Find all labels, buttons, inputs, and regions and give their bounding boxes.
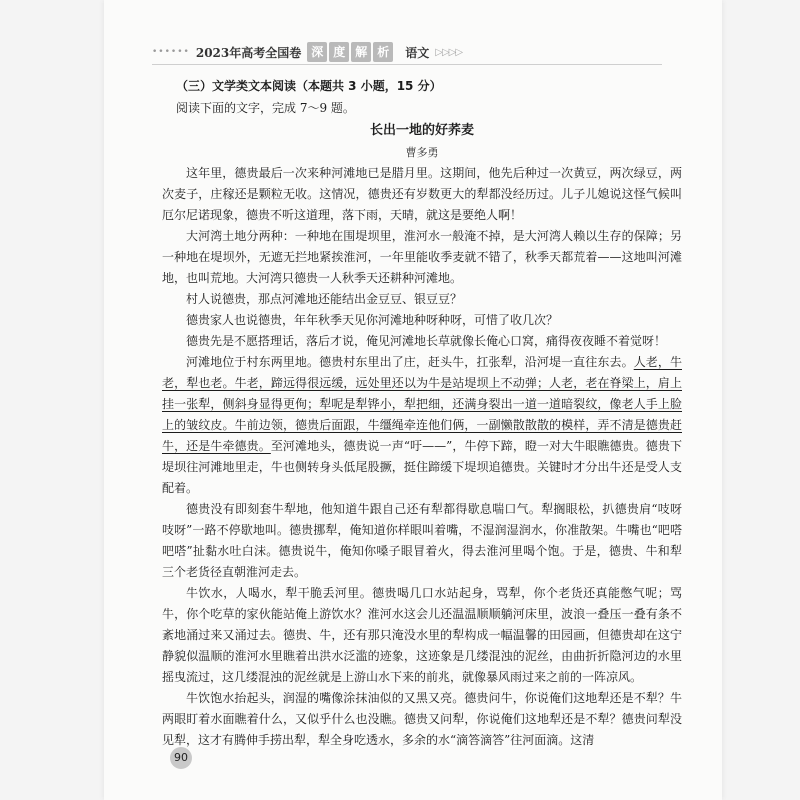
paragraph: 牛饮饱水抬起头，润湿的嘴像涂抹油似的又黑又亮。德贵问牛，你说俺们这地犁还是不犁？牛两眼盯着水面瞧着什么，又似乎什么也没瞧。德贵又问犁，你说俺们这地犁还是不犁？德贵问犁没见犁，这才有腾伸手捞出犁，犁全身吃透水，多余的水“滴答滴答”往河面滴。这清 <box>162 691 682 747</box>
header-badge: 析 <box>373 42 393 62</box>
series-title <box>196 44 301 61</box>
subject-label: 语文 <box>405 45 430 60</box>
header-dots: •••••• <box>152 47 190 57</box>
header-arrows-icon: ▷▷▷▷ <box>435 46 463 58</box>
paragraph: 大河湾土地分两种：一种地在围堤坝里，淮河水一般淹不掉，是大河湾人赖以生存的保障；另一种地在堤坝外，无遮无拦地紧挨淮河，一年里能收季麦就不错了，秋季天都荒着——这地叫河滩地，也叫荒地。大河湾只德贵一人秋季天还耕种河滩地。 <box>162 229 682 285</box>
paragraph: 德贵家人也说德贵，年年秋季天见你河滩地种呀种呀，可惜了收几次？ <box>186 313 559 327</box>
series-year: 2023年 <box>195 45 242 60</box>
paragraph: 这年里，德贵最后一次来种河滩地已是腊月里。这期间，他先后种过一次黄豆，两次绿豆，两次麦子，庄稼还是颗粒无收。这情况，德贵还有岁数更大的犁都没经历过。儿子儿媳说这怪气候叫厄尔尼诺现象，德贵不听这道理，落下雨，天晴，就这是要绝人啊！ <box>162 166 682 222</box>
section-heading: （三）文学类文本阅读（本题共 3 小题，15 分） <box>176 79 442 93</box>
book-page <box>104 0 722 800</box>
page-number-badge: 90 <box>170 747 192 769</box>
paragraph: 德贵没有即刻套牛犁地，他知道牛跟自己还有犁都得歇息喘口气。犁搁眼松，扒德贵肩“吱呀吱呀”一路不停歇地叫。德贵挪犁，俺知道你样眼叫着嘴，不湿润湿润水，你准散架。牛嘴也“吧嗒吧嗒”扯黏水吐白沫。德贵说牛，俺知你嗓子眼冒着火，得去淮河里喝个饱。于是，德贵、牛和犁三个老货径直朝淮河走去。 <box>162 502 682 579</box>
article-title: 长出一地的好荞麦 <box>369 123 474 138</box>
paragraph-text: 至河滩地头，德贵说一声“吁——”，牛停下蹄，瞪一对大牛眼瞧德贵。德贵下堤坝往河滩地里走，牛也侧转身头低尾股撅，挺住蹄缓下堤坝追德贵。关键时才分出牛还是受人支配着。 <box>162 439 682 495</box>
paragraph: 牛饮水，人喝水，犁干脆丢河里。德贵喝几口水站起身，骂犁，你个老货还真能憋气呢；骂牛，你个吃草的家伙能站俺上游饮水？淮河水这会儿还温温顺顺躺河床里，波浪一叠压一叠有条不紊地涌过来又涌过去。德贵、牛，还有那只淹没水里的犁构成一幅温馨的田园画，但德贵却在这宁静貌似温顺的淮河水里瞧着出洪水泛滥的迹象，这迹象是几缕混浊的泥丝，由曲折折隐河边的水里摇曳流过，这几缕混浊的泥丝就是上游山水下来的前兆，就像暴风雨过来之前的一阵凉风。 <box>162 586 682 684</box>
paragraph: 德贵先是不愿搭理话，落后才说，俺见河滩地长草就像长俺心口窝，痛得夜夜睡不着觉呀！ <box>186 334 667 348</box>
header-badge: 深 <box>307 42 327 62</box>
series-name: 高考全国卷 <box>241 45 302 60</box>
underlined-passage: 人老，牛老，犁也老。牛老，蹄远得很远缓，远处里还以为牛是站堤坝上不动弹；人老，老在脊梁上，肩上挂一张犁，侧斜身显得更佝；犁呢是犁铧小，犁把细，还满身裂出一道一道暗裂纹，像老人手上脸上的皱纹皮。牛前边领，德贵后面跟，牛缰绳牵连他们俩，一副懒散散散的模样，弄不清是德贵赶牛，还是牛牵德贵。 <box>162 355 682 453</box>
paragraph: 村人说德贵，那点河滩地还能结出金豆豆、银豆豆？ <box>186 292 463 306</box>
header-badge: 度 <box>329 42 349 62</box>
paragraph-text: 河滩地位于村东两里地。德贵村东里出了庄，赶头牛，扛张犁，沿河堤一直往东去。 <box>186 355 634 369</box>
page-body <box>162 76 682 751</box>
header-badge: 解 <box>351 42 371 62</box>
running-header <box>104 40 722 64</box>
header-badges <box>307 42 395 62</box>
instruction-text: 阅读下面的文字，完成 7～9 题。 <box>176 101 355 115</box>
paragraph <box>162 352 682 499</box>
article-author: 曹多勇 <box>405 146 439 159</box>
header-divider <box>152 64 662 65</box>
